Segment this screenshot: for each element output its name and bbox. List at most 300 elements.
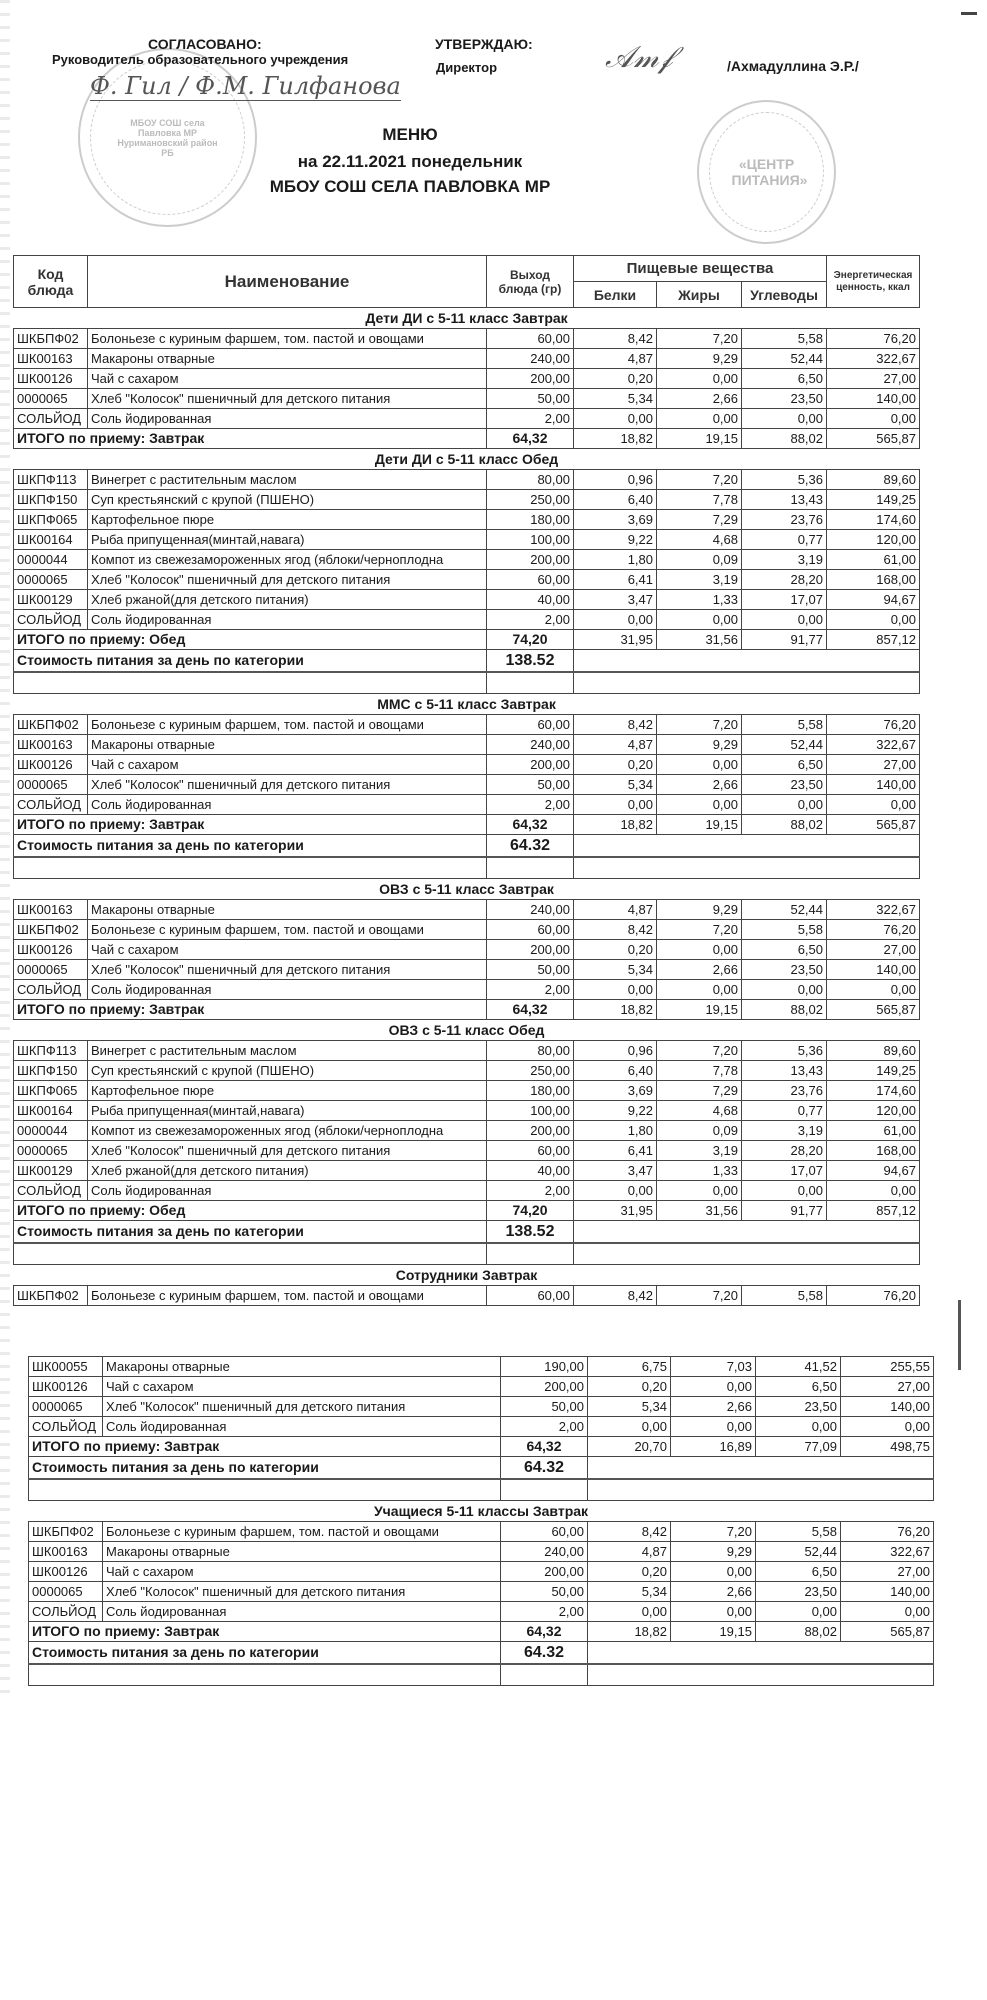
dish-fat: 7,20	[657, 470, 742, 490]
dish-name: Чай с сахаром	[88, 755, 487, 775]
dish-yield: 2,00	[501, 1602, 588, 1622]
dish-yield: 60,00	[487, 1286, 574, 1306]
dish-yield: 180,00	[487, 1081, 574, 1101]
section-title	[14, 449, 920, 470]
dish-carbs: 5,58	[742, 715, 827, 735]
table-row	[14, 369, 920, 389]
cost-value: 64.32	[501, 1457, 588, 1480]
dish-yield: 2,00	[487, 795, 574, 815]
dish-fat: 9,29	[657, 900, 742, 920]
dish-code: ШКПФ150	[14, 1061, 88, 1081]
dish-yield: 200,00	[487, 369, 574, 389]
dish-energy: 0,00	[841, 1417, 934, 1437]
dish-code: 0000065	[14, 775, 88, 795]
dish-code: ШКБПФ02	[29, 1522, 103, 1542]
section-title	[14, 879, 920, 900]
total-yield: 64,32	[487, 1000, 574, 1020]
dish-energy: 76,20	[827, 329, 920, 349]
dish-fat: 0,00	[657, 610, 742, 630]
dish-name: Рыба припущенная(минтай,навага)	[88, 1101, 487, 1121]
dish-code: ШК00126	[29, 1562, 103, 1582]
cost-label: Стоимость питания за день по категории	[29, 1457, 501, 1480]
dish-name: Соль йодированная	[88, 980, 487, 1000]
table-row	[14, 900, 920, 920]
dish-carbs: 6,50	[756, 1377, 841, 1397]
dish-code: ШКБПФ02	[14, 1286, 88, 1306]
section-title-text: ММС с 5-11 класс Завтрак	[14, 694, 920, 715]
dish-name: Компот из свежезамороженных ягод (яблоки/черноплодна	[88, 550, 487, 570]
dish-code: ШКПФ113	[14, 1041, 88, 1061]
dish-yield: 40,00	[487, 590, 574, 610]
total-label: ИТОГО по приему: Завтрак	[29, 1622, 501, 1642]
dish-energy: 174,60	[827, 510, 920, 530]
total-carbs: 88,02	[756, 1622, 841, 1642]
table-row	[14, 755, 920, 775]
total-carbs: 91,77	[742, 1201, 827, 1221]
dish-fat: 0,00	[657, 980, 742, 1000]
dish-name: Хлеб "Колосок" пшеничный для детского питания	[103, 1582, 501, 1602]
dish-protein: 0,20	[574, 755, 657, 775]
total-energy: 565,87	[827, 429, 920, 449]
dish-protein: 1,80	[574, 550, 657, 570]
total-label: ИТОГО по приему: Завтрак	[14, 1000, 487, 1020]
dish-energy: 27,00	[827, 369, 920, 389]
dish-protein: 4,87	[574, 735, 657, 755]
dish-carbs: 3,19	[742, 550, 827, 570]
dish-carbs: 13,43	[742, 490, 827, 510]
total-energy: 857,12	[827, 1201, 920, 1221]
dish-fat: 7,78	[657, 1061, 742, 1081]
total-row	[14, 815, 920, 835]
dish-energy: 61,00	[827, 1121, 920, 1141]
dish-code: 0000065	[29, 1397, 103, 1417]
approve-label: УТВЕРЖДАЮ:	[435, 36, 533, 52]
dish-fat: 1,33	[657, 1161, 742, 1181]
dish-protein: 3,47	[574, 590, 657, 610]
dish-carbs: 0,77	[742, 530, 827, 550]
dish-carbs: 28,20	[742, 570, 827, 590]
dish-name: Хлеб "Колосок" пшеничный для детского питания	[88, 1141, 487, 1161]
dish-carbs: 23,50	[742, 389, 827, 409]
dish-energy: 27,00	[827, 940, 920, 960]
dish-name: Суп крестьянский с крупой (ПШЕНО)	[88, 490, 487, 510]
dish-name: Хлеб "Колосок" пшеничный для детского питания	[103, 1397, 501, 1417]
table-row	[29, 1542, 934, 1562]
table-row	[14, 389, 920, 409]
dish-protein: 0,00	[574, 795, 657, 815]
dish-yield: 50,00	[501, 1582, 588, 1602]
col-carbs: Углеводы	[742, 282, 827, 308]
dish-yield: 250,00	[487, 1061, 574, 1081]
col-protein: Белки	[574, 282, 657, 308]
total-fat: 19,15	[671, 1622, 756, 1642]
section-title	[14, 308, 920, 329]
table-row	[14, 409, 920, 429]
table-row	[14, 329, 920, 349]
dish-fat: 7,20	[657, 920, 742, 940]
dish-carbs: 3,19	[742, 1121, 827, 1141]
dish-energy: 149,25	[827, 490, 920, 510]
empty-cell	[501, 1479, 588, 1501]
dish-code: 0000065	[14, 960, 88, 980]
director-signature-icon: 𝒜𝓂𝒻	[605, 40, 673, 75]
dish-energy: 94,67	[827, 590, 920, 610]
cost-value: 64.32	[501, 1642, 588, 1665]
dish-name: Хлеб "Колосок" пшеничный для детского питания	[88, 570, 487, 590]
dish-code: СОЛЬЙОД	[14, 795, 88, 815]
dish-carbs: 23,50	[756, 1582, 841, 1602]
total-yield: 64,32	[487, 429, 574, 449]
empty-row	[14, 672, 920, 694]
empty-cell	[14, 857, 487, 879]
dish-yield: 2,00	[487, 980, 574, 1000]
dish-fat: 2,66	[657, 775, 742, 795]
dish-yield: 240,00	[487, 349, 574, 369]
dish-energy: 89,60	[827, 1041, 920, 1061]
dish-energy: 322,67	[827, 900, 920, 920]
section-title-text: Сотрудники Завтрак	[14, 1265, 920, 1286]
dish-protein: 0,20	[574, 369, 657, 389]
dish-yield: 240,00	[487, 735, 574, 755]
table-row	[14, 1081, 920, 1101]
dish-protein: 0,00	[574, 980, 657, 1000]
dish-carbs: 0,00	[742, 409, 827, 429]
dish-carbs: 5,58	[742, 920, 827, 940]
dish-code: СОЛЬЙОД	[14, 1181, 88, 1201]
total-protein: 31,95	[574, 630, 657, 650]
dish-energy: 0,00	[827, 610, 920, 630]
dish-carbs: 5,58	[742, 329, 827, 349]
dish-code: ШК00129	[14, 590, 88, 610]
dish-carbs: 6,50	[742, 369, 827, 389]
section-title-text: Учащиеся 5-11 классы Завтрак	[29, 1501, 934, 1522]
table-row	[14, 590, 920, 610]
dish-protein: 6,41	[574, 1141, 657, 1161]
total-energy: 565,87	[841, 1622, 934, 1642]
dish-protein: 0,00	[574, 610, 657, 630]
dish-carbs: 0,00	[742, 610, 827, 630]
dish-protein: 8,42	[588, 1522, 671, 1542]
dish-protein: 8,42	[574, 1286, 657, 1306]
cost-label: Стоимость питания за день по категории	[14, 1221, 487, 1244]
dish-carbs: 0,00	[742, 795, 827, 815]
table-row	[14, 1041, 920, 1061]
table-row	[29, 1397, 934, 1417]
dish-carbs: 5,58	[756, 1522, 841, 1542]
total-yield: 74,20	[487, 630, 574, 650]
dish-energy: 76,20	[827, 1286, 920, 1306]
dish-protein: 0,96	[574, 470, 657, 490]
dish-yield: 240,00	[487, 900, 574, 920]
dish-fat: 0,00	[657, 755, 742, 775]
dish-carbs: 13,43	[742, 1061, 827, 1081]
dish-yield: 2,00	[501, 1417, 588, 1437]
dish-name: Макароны отварные	[88, 735, 487, 755]
dish-fat: 0,00	[671, 1377, 756, 1397]
dish-energy: 168,00	[827, 570, 920, 590]
dish-code: ШКПФ065	[14, 510, 88, 530]
dish-protein: 5,34	[574, 389, 657, 409]
cost-value: 64.32	[487, 835, 574, 858]
approve-name: /Ахмадуллина Э.Р./	[727, 58, 859, 74]
dish-yield: 60,00	[487, 1141, 574, 1161]
dish-name: Хлеб "Колосок" пшеничный для детского питания	[88, 389, 487, 409]
total-row	[14, 429, 920, 449]
dish-code: ШКБПФ02	[14, 920, 88, 940]
dish-yield: 60,00	[501, 1522, 588, 1542]
dish-energy: 120,00	[827, 1101, 920, 1121]
dish-yield: 200,00	[487, 940, 574, 960]
dish-protein: 0,00	[588, 1417, 671, 1437]
dish-name: Чай с сахаром	[103, 1377, 501, 1397]
dish-protein: 8,42	[574, 920, 657, 940]
table-row	[14, 775, 920, 795]
dish-yield: 200,00	[487, 755, 574, 775]
dish-name: Винегрет с растительным маслом	[88, 1041, 487, 1061]
dish-fat: 7,20	[657, 329, 742, 349]
dish-code: ШКБПФ02	[14, 715, 88, 735]
total-fat: 31,56	[657, 1201, 742, 1221]
dish-energy: 140,00	[841, 1582, 934, 1602]
total-yield: 64,32	[487, 815, 574, 835]
empty-cell	[14, 1243, 487, 1265]
empty-cell	[487, 1243, 574, 1265]
dish-energy: 140,00	[827, 389, 920, 409]
dish-name: Болоньезе с куриным фаршем, том. пастой и овощами	[88, 1286, 487, 1306]
dish-energy: 76,20	[827, 715, 920, 735]
table-row	[14, 349, 920, 369]
cost-blank	[588, 1457, 934, 1480]
dish-code: ШК00164	[14, 1101, 88, 1121]
dish-carbs: 0,00	[742, 1181, 827, 1201]
dish-protein: 5,34	[574, 960, 657, 980]
total-carbs: 88,02	[742, 815, 827, 835]
empty-cell	[588, 1664, 934, 1686]
dish-fat: 2,66	[671, 1582, 756, 1602]
cost-blank	[574, 650, 920, 673]
dish-yield: 100,00	[487, 530, 574, 550]
total-fat: 19,15	[657, 815, 742, 835]
dish-protein: 6,75	[588, 1357, 671, 1377]
total-protein: 20,70	[588, 1437, 671, 1457]
table-row	[29, 1377, 934, 1397]
dish-protein: 0,20	[588, 1562, 671, 1582]
dish-yield: 60,00	[487, 329, 574, 349]
cost-blank	[588, 1642, 934, 1665]
dish-code: ШК00129	[14, 1161, 88, 1181]
total-protein: 18,82	[574, 429, 657, 449]
dish-carbs: 17,07	[742, 1161, 827, 1181]
total-yield: 64,32	[501, 1437, 588, 1457]
dish-code: 0000044	[14, 550, 88, 570]
dish-yield: 190,00	[501, 1357, 588, 1377]
dish-name: Картофельное пюре	[88, 510, 487, 530]
dish-protein: 9,22	[574, 530, 657, 550]
dish-name: Макароны отварные	[103, 1357, 501, 1377]
dish-carbs: 6,50	[742, 940, 827, 960]
table-row	[14, 1181, 920, 1201]
school-stamp: МБОУ СОШ села Павловка МР Нуримановский район РБ	[78, 48, 257, 227]
scan-mark	[961, 12, 977, 15]
dish-name: Макароны отварные	[103, 1542, 501, 1562]
empty-cell	[29, 1479, 501, 1501]
cost-value: 138.52	[487, 1221, 574, 1244]
empty-cell	[588, 1479, 934, 1501]
dish-carbs: 6,50	[742, 755, 827, 775]
dish-energy: 322,67	[841, 1542, 934, 1562]
dish-fat: 7,29	[657, 510, 742, 530]
total-protein: 31,95	[574, 1201, 657, 1221]
dish-code: ШКПФ113	[14, 470, 88, 490]
dish-name: Картофельное пюре	[88, 1081, 487, 1101]
dish-carbs: 23,76	[742, 1081, 827, 1101]
dish-fat: 0,09	[657, 550, 742, 570]
dish-energy: 0,00	[827, 795, 920, 815]
total-fat: 19,15	[657, 1000, 742, 1020]
dish-name: Болоньезе с куриным фаршем, том. пастой и овощами	[88, 329, 487, 349]
dish-code: ШКБПФ02	[14, 329, 88, 349]
dish-protein: 3,69	[574, 510, 657, 530]
total-energy: 565,87	[827, 815, 920, 835]
dish-name: Компот из свежезамороженных ягод (яблоки/черноплодна	[88, 1121, 487, 1141]
total-row	[14, 1000, 920, 1020]
cost-label: Стоимость питания за день по категории	[14, 835, 487, 858]
dish-energy: 140,00	[841, 1397, 934, 1417]
empty-cell	[14, 672, 487, 694]
dish-protein: 0,96	[574, 1041, 657, 1061]
dish-code: 0000065	[14, 389, 88, 409]
dish-fat: 4,68	[657, 1101, 742, 1121]
dish-fat: 0,00	[657, 1181, 742, 1201]
dish-energy: 140,00	[827, 960, 920, 980]
dish-fat: 2,66	[657, 389, 742, 409]
dish-code: 0000065	[14, 570, 88, 590]
dish-carbs: 23,50	[742, 775, 827, 795]
dish-energy: 27,00	[841, 1377, 934, 1397]
dish-fat: 3,19	[657, 1141, 742, 1161]
total-row	[29, 1437, 934, 1457]
cost-row	[29, 1642, 934, 1665]
dish-energy: 0,00	[827, 980, 920, 1000]
table-row	[14, 795, 920, 815]
dish-energy: 89,60	[827, 470, 920, 490]
dish-protein: 5,34	[588, 1582, 671, 1602]
dish-protein: 4,87	[574, 349, 657, 369]
dish-fat: 7,20	[657, 715, 742, 735]
empty-cell	[501, 1664, 588, 1686]
dish-fat: 7,20	[671, 1522, 756, 1542]
table-row	[14, 470, 920, 490]
total-energy: 565,87	[827, 1000, 920, 1020]
dish-energy: 0,00	[827, 1181, 920, 1201]
dish-protein: 5,34	[588, 1397, 671, 1417]
table-row	[14, 940, 920, 960]
dish-protein: 0,20	[574, 940, 657, 960]
table-row	[14, 1101, 920, 1121]
total-energy: 857,12	[827, 630, 920, 650]
col-fat: Жиры	[657, 282, 742, 308]
section-title	[14, 694, 920, 715]
dish-yield: 80,00	[487, 470, 574, 490]
total-label: ИТОГО по приему: Завтрак	[14, 815, 487, 835]
dish-yield: 80,00	[487, 1041, 574, 1061]
agreed-label: СОГЛАСОВАНО:	[148, 36, 262, 52]
dish-carbs: 0,77	[742, 1101, 827, 1121]
dish-name: Болоньезе с куриным фаршем, том. пастой и овощами	[88, 920, 487, 940]
dish-yield: 200,00	[487, 550, 574, 570]
dish-protein: 6,41	[574, 570, 657, 590]
table-row	[14, 610, 920, 630]
dish-code: СОЛЬЙОД	[14, 409, 88, 429]
dish-yield: 50,00	[487, 775, 574, 795]
dish-energy: 61,00	[827, 550, 920, 570]
dish-fat: 0,00	[657, 409, 742, 429]
dish-carbs: 41,52	[756, 1357, 841, 1377]
dish-protein: 0,20	[588, 1377, 671, 1397]
dish-carbs: 5,36	[742, 470, 827, 490]
cost-row	[14, 835, 920, 858]
dish-protein: 4,87	[574, 900, 657, 920]
dish-carbs: 0,00	[756, 1602, 841, 1622]
cost-blank	[574, 1221, 920, 1244]
menu-table	[13, 255, 920, 1306]
dish-energy: 76,20	[841, 1522, 934, 1542]
dish-energy: 140,00	[827, 775, 920, 795]
dish-yield: 200,00	[501, 1377, 588, 1397]
scan-edge	[0, 0, 10, 1700]
dish-yield: 50,00	[487, 960, 574, 980]
dish-name: Чай с сахаром	[103, 1562, 501, 1582]
dish-name: Чай с сахаром	[88, 369, 487, 389]
dish-protein: 4,87	[588, 1542, 671, 1562]
table-row	[14, 920, 920, 940]
dish-name: Суп крестьянский с крупой (ПШЕНО)	[88, 1061, 487, 1081]
dish-code: 0000065	[14, 1141, 88, 1161]
table-row	[29, 1522, 934, 1542]
dish-energy: 27,00	[841, 1562, 934, 1582]
dish-fat: 9,29	[657, 349, 742, 369]
cost-value: 138.52	[487, 650, 574, 673]
cost-row	[29, 1457, 934, 1480]
dish-name: Рыба припущенная(минтай,навага)	[88, 530, 487, 550]
dish-fat: 9,29	[657, 735, 742, 755]
section-title	[29, 1501, 934, 1522]
dish-protein: 6,40	[574, 490, 657, 510]
dish-fat: 7,03	[671, 1357, 756, 1377]
dish-name: Винегрет с растительным маслом	[88, 470, 487, 490]
dish-fat: 4,68	[657, 530, 742, 550]
dish-carbs: 0,00	[742, 980, 827, 1000]
dish-name: Хлеб ржаной(для детского питания)	[88, 1161, 487, 1181]
dish-carbs: 52,44	[756, 1542, 841, 1562]
table-row	[14, 1141, 920, 1161]
dish-yield: 60,00	[487, 715, 574, 735]
empty-cell	[574, 1243, 920, 1265]
dish-protein: 8,42	[574, 715, 657, 735]
dish-protein: 3,47	[574, 1161, 657, 1181]
dish-protein: 9,22	[574, 1101, 657, 1121]
table-row	[14, 510, 920, 530]
menu-table-continued	[28, 1356, 934, 1686]
table-row	[29, 1602, 934, 1622]
dish-code: ШКПФ150	[14, 490, 88, 510]
cost-label: Стоимость питания за день по категории	[29, 1642, 501, 1665]
dish-fat: 3,19	[657, 570, 742, 590]
total-row	[14, 1201, 920, 1221]
dish-name: Соль йодированная	[88, 795, 487, 815]
dish-carbs: 0,00	[756, 1417, 841, 1437]
dish-protein: 3,69	[574, 1081, 657, 1101]
